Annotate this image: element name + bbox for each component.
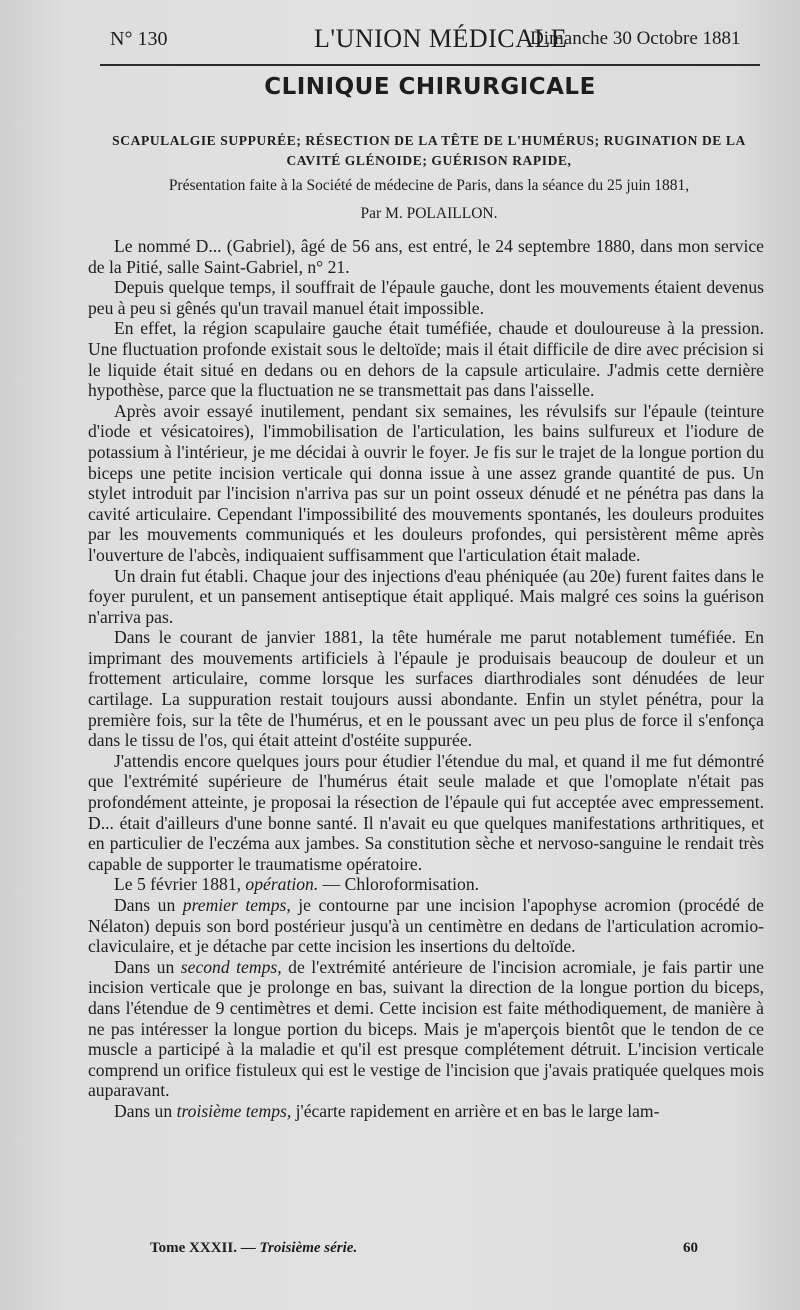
paragraph-text: Dans un bbox=[114, 895, 183, 915]
signature-mark: 60 bbox=[683, 1240, 698, 1256]
emphasis: premier temps, bbox=[182, 895, 291, 915]
paragraph bbox=[88, 895, 764, 957]
emphasis: opération. bbox=[245, 874, 319, 895]
paragraph bbox=[88, 1101, 764, 1122]
issue-number: N° 130 bbox=[110, 28, 168, 50]
paragraph: Dans le courant de janvier 1881, la tête humérale me parut notablement tuméfiée. En imprimant des mouvements artificiels à l'épaule je produisais beaucoup de douleur et un frottement articulaire, comme lorsque les surfaces diarthrodiales sont dénudées de leur cartilage. La suppuration restait toujours aussi abondante. Enfin un stylet pénétra, pour la première fois, sur la tête de l'humérus, et en le poussant avec un peu plus de force il s'enfonça dans le tissu de l'os, qui était atteint d'ostéite suppurée. bbox=[88, 627, 764, 751]
series-label: Troisième série. bbox=[259, 1240, 358, 1256]
emphasis: second temps, bbox=[180, 956, 282, 977]
article-subject: SCAPULALGIE SUPPURÉE; RÉSECTION DE LA TÊTE DE L'HUMÉRUS; RUGINATION DE LA CAVITÉ GLÉNOIDE; GUÉRISON RAPIDE, bbox=[112, 133, 746, 168]
paragraph: En effet, la région scapulaire gauche était tuméfiée, chaude et douloureuse à la pression. Une fluctuation profonde existait sous le deltoïde; mais il était difficile de dire avec précision si le liquide était situé en dedans ou en dehors de la capsule articulaire. J'admis cette dernière hypothèse, parce que la fluctuation ne se transmettait pas dans l'aisselle. bbox=[88, 318, 764, 401]
paragraph bbox=[88, 957, 764, 1101]
paragraph-text: j'écarte rapidement en arrière et en bas le large lam- bbox=[291, 1100, 660, 1121]
issue-date: Dimanche 30 Octobre 1881 bbox=[530, 28, 741, 49]
article-body bbox=[88, 236, 764, 1122]
article-author: Par M. POLAILLON. bbox=[360, 205, 498, 222]
paragraph-text: — Chloroformisation. bbox=[318, 874, 480, 895]
paragraph: J'attendis encore quelques jours pour étudier l'étendue du mal, et quand il me fut démontré que l'extrémité supérieure de l'humérus était seule malade et que l'omoplate n'était pas profondément atteinte, je proposai la résection de l'épaule qui fut acceptée avec empressement. D... était d'ailleurs d'une bonne santé. Il n'avait eu que quelques manifestations arthritiques, et en particulier de l'eczéma aux jambes. Sa constitution sèche et nervoso-sanguine le rendait très capable de supporter le traumatisme opératoire. bbox=[88, 750, 764, 874]
article-presentation-note: Présentation faite à la Société de médecine de Paris, dans la séance du 25 juin 1881, bbox=[168, 177, 690, 194]
section-title: CLINIQUE CHIRURGICALE bbox=[264, 74, 596, 100]
volume-number: Tome XXXII. bbox=[150, 1240, 237, 1256]
paragraph: Depuis quelque temps, il souffrait de l'épaule gauche, dont les mouvements étaient devenus peu à peu si gênés qu'un travail manuel était impossible. bbox=[88, 277, 764, 318]
paragraph bbox=[88, 874, 764, 895]
paragraph: Le nommé D... (Gabriel), âgé de 56 ans, est entré, le 24 septembre 1880, dans mon service de la Pitié, salle Saint-Gabriel, n° 21. bbox=[88, 236, 764, 277]
paragraph-text: je contourne par une incision l'apophyse acromion (procédé de Nélaton) depuis son bord postérieur jusqu'à un centimètre en dedans de l'articulation acromio-claviculaire, et je détache par cette incision les insertions du deltoïde. bbox=[88, 895, 764, 957]
running-header bbox=[100, 22, 760, 58]
paragraph-text: Le 5 février 1881, bbox=[114, 874, 246, 895]
paragraph: Un drain fut établi. Chaque jour des injections d'eau phéniquée (au 20e) furent faites dans le foyer purulent, et un pansement antiseptique était appliqué. Mais malgré ces soins la guérison n'arriva pas. bbox=[88, 565, 764, 627]
paragraph-text: de l'extrémité antérieure de l'incision acromiale, je fais partir une incision verticale que je prolonge en bas, suivant la direction de la longue portion du biceps, dans l'étendue de 9 centimètres et demi. Cette incision est faite méthodiquement, de manière à ne pas intéresser la longue portion du biceps. Mais je m'aperçois bientôt que le tendon de ce muscle a participé à la maladie et qu'il est presque complétement détruit. L'incision verticale comprend un orifice fistuleux qui est le vestige de l'incision que j'avais pratiquée quelques mois auparavant. bbox=[88, 956, 764, 1101]
paragraph-text: Dans un bbox=[114, 956, 181, 977]
paragraph-text: Dans un bbox=[114, 1100, 177, 1121]
journal-title: L'UNION MÉDICALE bbox=[314, 24, 568, 53]
page-footer bbox=[100, 1240, 760, 1264]
header-rule bbox=[100, 64, 760, 66]
volume-line: Tome XXXII. — Troisième série. bbox=[150, 1240, 358, 1256]
emphasis: troisième temps, bbox=[176, 1100, 292, 1121]
paragraph: Après avoir essayé inutilement, pendant six semaines, les révulsifs sur l'épaule (teinture d'iode et vésicatoires), l'immobilisation de l'articulation, les bains sulfureux et l'iodure de potassium à l'intérieur, je me décidai à ouvrir le foyer. Je fis sur le trajet de la longue portion du biceps une petite incision verticale qui donna issue à une assez grande quantité de pus. Un stylet introduit par l'incision n'arriva pas sur un point osseux dénudé et ne pénétra pas dans la cavité articulaire. Cependant l'impossibilité des mouvements spontanés, les douleurs produites par les mouvements communiqués et les douleurs profondes, qui persistèrent même après l'ouverture de l'abcès, indiquaient suffisamment que l'articulation était malade. bbox=[88, 400, 764, 565]
